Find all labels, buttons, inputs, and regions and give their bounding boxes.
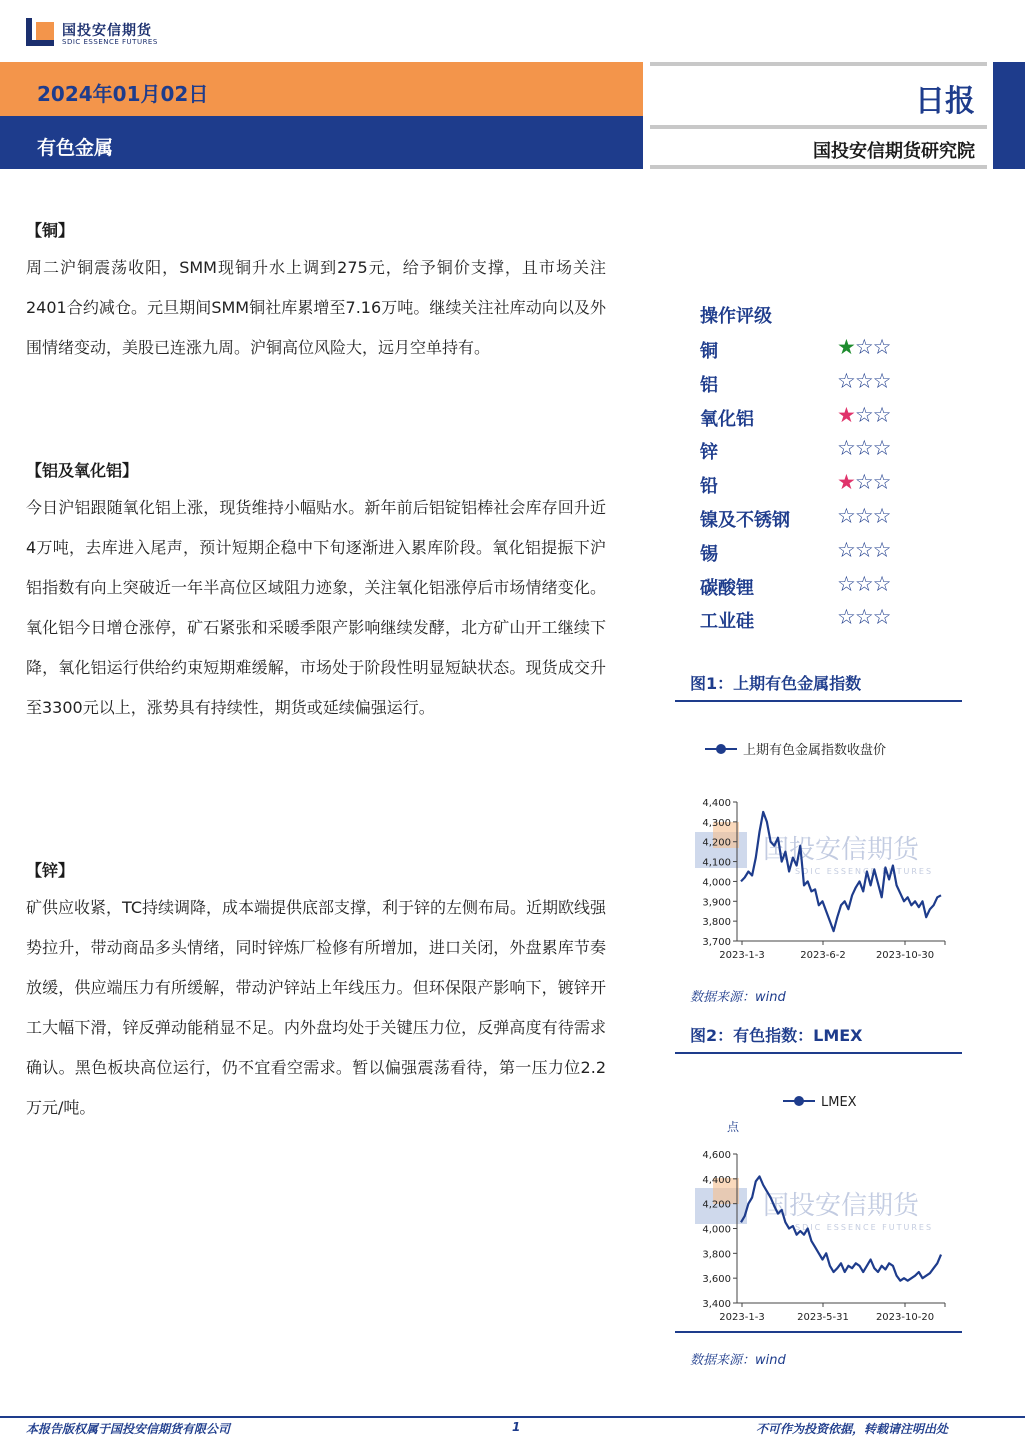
rating-name: 铜	[700, 341, 718, 362]
rating-stars	[837, 470, 890, 494]
y-tick-label: 4,300	[702, 817, 731, 829]
star-icon: ☆	[854, 537, 873, 562]
footer-copyright: 本报告版权属于国投安信期货有限公司	[26, 1422, 231, 1436]
star-icon: ☆	[854, 605, 873, 630]
section-text-zinc: 矿供应收紧，TC持续调降，成本端提供底部支撑，利于锌的左侧布局。近期欧线强势拉升，带动商品多头情绪，同时锌炼厂检修有所增加，进口关闭，外盘累库节奏放缓，供应端压力有所缓解，带动沪锌站上年线压力。但环保限产影响下，镀锌开工大幅下滑，锌反弹动能稍显不足。内外盘均处于关键压力位，反弹高度有待需求确认。黑色板块高位运行，仍不宜看空需求。暂以偏强震荡看待，第一压力位2.2万元/吨。	[26, 898, 607, 1117]
rating-row	[700, 506, 910, 540]
rating-name: 铅	[700, 476, 718, 498]
figure-1-title: 图1：上期有色金属指数	[690, 674, 862, 693]
company-logo-icon	[26, 18, 54, 46]
x-tick-label: 2023-6-2	[800, 950, 846, 961]
header-accent-block	[993, 62, 1025, 169]
rating-row	[700, 472, 910, 506]
figure-2-title: 图2：有色指数：LMEX	[690, 1026, 863, 1045]
figure-2-chart	[675, 1080, 962, 1335]
star-icon: ☆	[837, 571, 855, 596]
rating-stars	[837, 369, 890, 393]
star-icon: ☆	[872, 537, 891, 562]
y-tick-label: 3,800	[702, 1249, 731, 1261]
footer-disclaimer: 不可作为投资依据，转载请注明出处	[756, 1422, 949, 1436]
star-icon: ☆	[872, 504, 891, 528]
x-tick-label: 2023-1-3	[719, 1312, 765, 1323]
y-tick-label: 4,000	[702, 1224, 731, 1236]
header-rule-bottom	[650, 165, 987, 169]
star-icon: ☆	[854, 402, 873, 427]
page-number: 1	[512, 1420, 521, 1434]
y-tick-label: 4,600	[702, 1150, 731, 1161]
footer-rule	[0, 1416, 1025, 1418]
y-tick-label: 4,400	[702, 798, 731, 809]
header-rule-top	[650, 62, 987, 66]
x-tick-label: 2023-10-20	[875, 1312, 935, 1323]
star-icon: ☆	[837, 436, 855, 461]
legend-marker-icon	[716, 744, 726, 754]
star-icon: ☆	[872, 571, 891, 596]
rating-stars	[837, 504, 890, 528]
rating-row	[700, 537, 910, 574]
section-title-zinc: 【锌】	[26, 861, 75, 880]
y-tick-label: 4,200	[702, 837, 731, 849]
rating-row	[700, 571, 910, 608]
star-icon: ☆	[837, 605, 855, 630]
rating-stars	[837, 572, 890, 596]
x-tick-label: 2023-1-3	[719, 950, 765, 961]
star-icon: ☆	[872, 402, 891, 427]
report-sector: 有色金属	[37, 137, 114, 159]
y-tick-label: 3,700	[702, 937, 731, 948]
rating-stars	[837, 335, 890, 359]
figure-1-chart	[675, 725, 962, 975]
rating-stars	[837, 403, 890, 427]
y-axis-unit: 点	[727, 1120, 740, 1134]
report-date: 2024年01月02日	[37, 82, 209, 106]
figure-1-source: 数据来源：wind	[690, 990, 786, 1005]
y-tick-label: 4,400	[702, 1174, 731, 1186]
x-tick-label: 2023-10-30	[875, 950, 935, 961]
star-icon: ☆	[872, 470, 891, 495]
watermark-text: 国投安信期货	[763, 835, 920, 865]
star-icon: ★	[837, 335, 855, 359]
star-icon: ☆	[837, 368, 855, 393]
rating-title: 操作评级	[700, 306, 772, 327]
star-icon: ☆	[872, 335, 891, 359]
star-icon: ★	[837, 402, 855, 427]
rating-stars	[837, 605, 890, 629]
rating-name: 碳酸锂	[700, 577, 754, 599]
x-tick-label: 2023-5-31	[797, 1312, 849, 1323]
y-tick-label: 3,900	[702, 897, 731, 909]
figure-2-bottom-rule	[675, 1331, 962, 1333]
star-icon: ★	[837, 470, 855, 495]
y-tick-label: 3,800	[702, 917, 731, 929]
star-icon: ☆	[854, 571, 873, 596]
watermark-subtext: SDIC ESSENCE FUTURES	[795, 1223, 934, 1232]
watermark-subtext: SDIC ESSENCE FUTURES	[795, 867, 934, 876]
legend-marker-icon	[794, 1096, 804, 1106]
section-text-aluminium: 今日沪铝跟随氧化铝上涨，现货维持小幅贴水。新年前后铝锭铝棒社会库存回升近4万吨，去库进入尾声，预计短期企稳中下旬逐渐进入累库阶段。氧化铝提振下沪铝指数有向上突破近一年半高位区域阻力迹象，关注氧化铝涨停后市场情绪变化。氧化铝今日增仓涨停，矿石紧张和采暖季限产影响继续发酵，北方矿山开工继续下降，氧化铝运行供给约束短期难缓解，市场处于阶段性明显短缺状态。现货成交升至3300元以上，涨势具有持续性，期货或延续偏强运行。	[26, 498, 606, 717]
figure-2-source: 数据来源：wind	[690, 1353, 786, 1368]
rating-name: 锌	[700, 442, 718, 464]
rating-row	[700, 402, 910, 439]
rating-name: 镍及不锈钢	[700, 510, 790, 531]
star-icon: ☆	[837, 537, 855, 562]
report-type: 日报	[915, 84, 975, 119]
star-icon: ☆	[854, 470, 873, 495]
rating-row	[700, 368, 910, 405]
rating-row	[700, 438, 910, 472]
star-icon: ☆	[854, 335, 873, 359]
y-tick-label: 4,100	[702, 857, 731, 869]
star-icon: ☆	[837, 504, 855, 528]
rating-name: 工业硅	[700, 611, 754, 633]
y-tick-label: 4,200	[702, 1199, 731, 1211]
watermark-text: 国投安信期货	[763, 1191, 920, 1221]
figure-1-rule	[675, 700, 962, 702]
logo-subtext: SDIC ESSENCE FUTURES	[62, 38, 158, 46]
star-icon: ☆	[854, 504, 873, 528]
rating-name: 氧化铝	[700, 408, 754, 430]
rating-name: 铝	[700, 374, 718, 396]
rating-stars	[837, 436, 890, 460]
y-tick-label: 4,000	[702, 877, 731, 889]
figure-2-rule	[675, 1052, 962, 1054]
rating-row	[700, 607, 910, 641]
legend-label: LMEX	[821, 1095, 857, 1110]
star-icon: ☆	[872, 605, 891, 630]
section-title-aluminium: 【铝及氧化铝】	[26, 461, 139, 480]
institute-name: 国投安信期货研究院	[813, 141, 975, 162]
rating-stars	[837, 538, 890, 562]
rating-name: 锡	[700, 543, 718, 565]
header-rule-middle	[650, 125, 987, 129]
star-icon: ☆	[854, 368, 873, 393]
y-tick-label: 3,400	[702, 1299, 731, 1310]
section-title-copper: 【铜】	[26, 221, 75, 240]
star-icon: ☆	[854, 436, 873, 461]
y-tick-label: 3,600	[702, 1274, 731, 1286]
legend-label: 上期有色金属指数收盘价	[743, 743, 887, 758]
section-text-copper: 周二沪铜震荡收阳，SMM现铜升水上调到275元，给予铜价支撑，且市场关注2401合约减仓。元旦期间SMM铜社库累增至7.16万吨。继续关注社库动向以及外围情绪变动，美股已连涨九周。沪铜高位风险大，远月空单持有。	[26, 258, 606, 357]
star-icon: ☆	[872, 368, 891, 393]
logo-text: 国投安信期货	[62, 23, 152, 39]
star-icon: ☆	[872, 436, 891, 461]
rating-row	[700, 337, 910, 371]
